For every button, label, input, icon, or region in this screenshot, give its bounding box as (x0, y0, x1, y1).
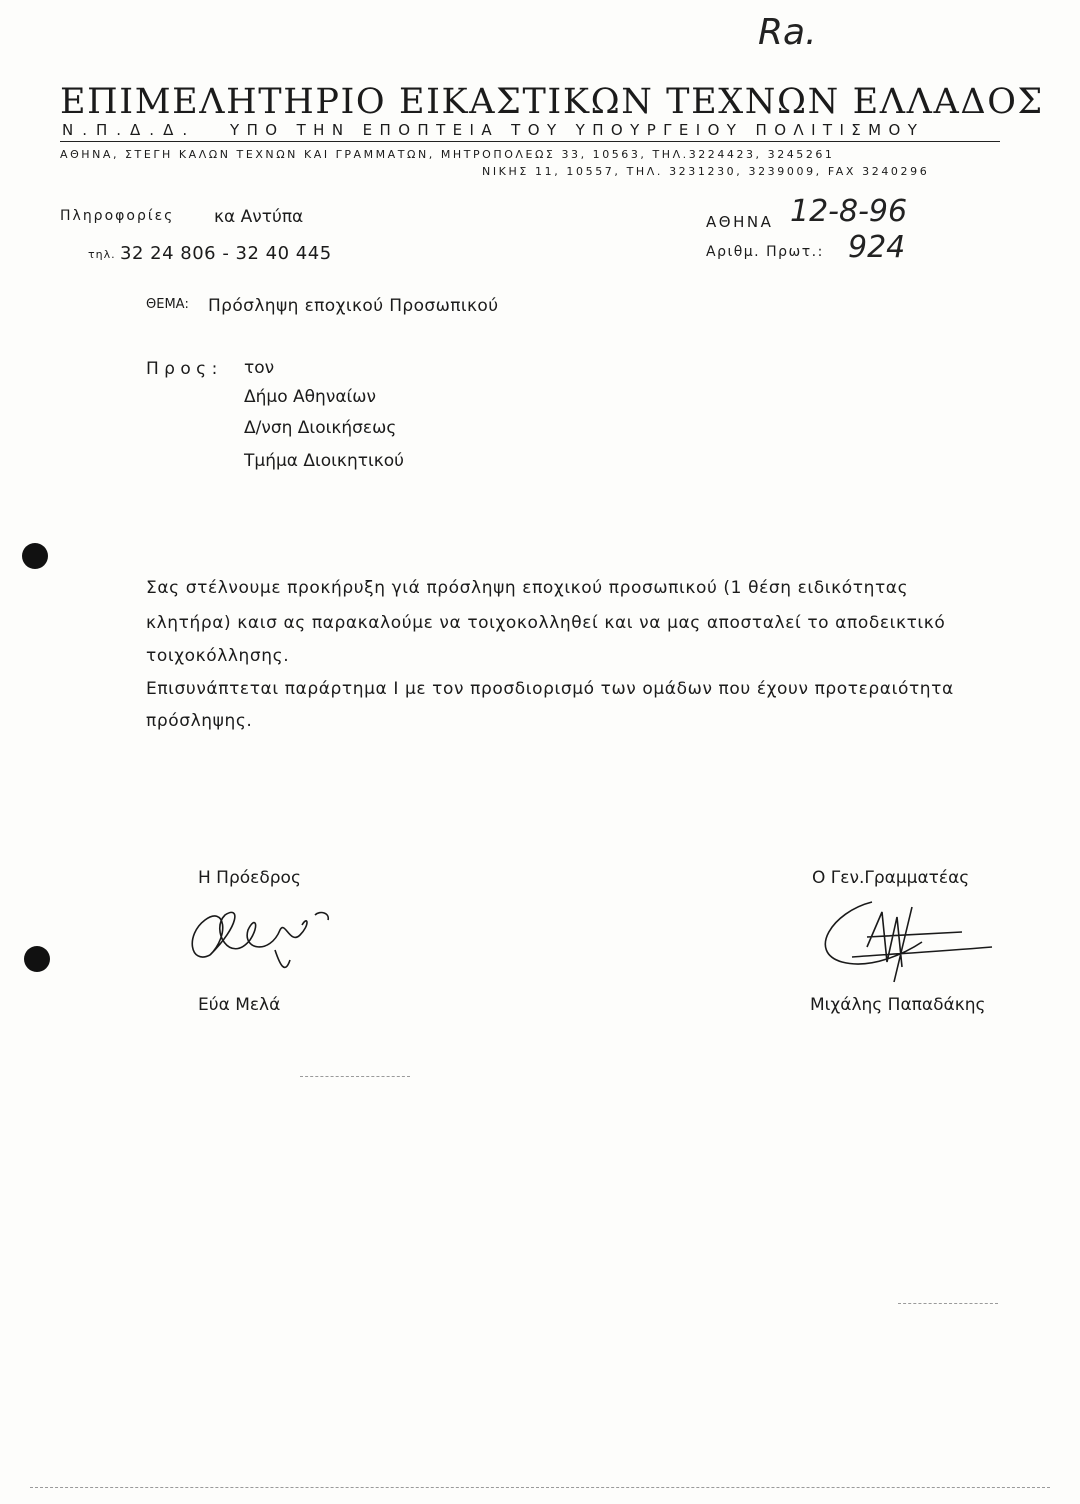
handwritten-date: 12-8-96 (790, 194, 908, 229)
punch-hole-bottom (24, 946, 50, 972)
supervision-line: ΥΠΟ ΤΗΝ ΕΠΟΠΤΕΙΑ ΤΟΥ ΥΠΟΥΡΓΕΙΟΥ ΠΟΛΙΤΙΣΜΟΥ (230, 121, 925, 139)
phone-label: τηλ. (88, 248, 116, 261)
left-signature (180, 895, 350, 985)
subject-label: ΘΕΜΑ: (146, 297, 189, 312)
address-line-1: ΑΘΗΝΑ, ΣΤΕΓΗ ΚΑΛΩΝ ΤΕΧΝΩΝ ΚΑΙ ΓΡΑΜΜΑΤΩΝ, ΜΗΤΡΟΠΟΛΕΩΣ 33, 10563, ΤΗΛ.3224423, 3245261 (60, 148, 835, 161)
header-rule (60, 141, 1000, 142)
organization-name: ΕΠΙΜΕΛΗΤΗΡΙΟ ΕΙΚΑΣΤΙΚΩΝ ΤΕΧΝΩΝ ΕΛΛΑΔΟΣ (60, 82, 1044, 122)
body-line-5: πρόσληψης. (146, 711, 253, 731)
handwritten-initials: Ra. (758, 12, 817, 53)
body-line-3: τοιχοκόλλησης. (146, 646, 290, 666)
address-line-2: ΝΙΚΗΣ 11, 10557, ΤΗΛ. 3231230, 3239009, FAX 3240296 (482, 165, 930, 178)
recipient-line-3: Δ/νση Διοικήσεως (244, 418, 397, 438)
scan-mark (300, 1076, 410, 1077)
left-signatory-title: Η Πρόεδρος (198, 868, 301, 888)
right-signature (812, 892, 1002, 992)
phone-numbers: 32 24 806 - 32 40 445 (120, 243, 332, 264)
body-line-1: Σας στέλνουμε προκήρυξη γιά πρόσληψη εποχικού προσωπικού (1 θέση ειδικότητας (146, 578, 909, 598)
info-contact-name: κα Αντύπα (214, 207, 304, 227)
punch-hole-top (22, 543, 48, 569)
scan-mark (898, 1303, 998, 1304)
recipient-line-4: Τμήμα Διοικητικού (244, 451, 404, 471)
body-line-4: Επισυνάπτεται παράρτημα Ι με τον προσδιορισμό των ομάδων που έχουν προτεραιότητα (146, 679, 954, 699)
recipient-line-1: τον (244, 358, 275, 378)
body-line-2: κλητήρα) καισ ας παρακαλούμε να τοιχοκολληθεί και να μας αποσταλεί το αποδεικτικό (146, 613, 946, 633)
left-signatory-name: Εύα Μελά (198, 995, 281, 1015)
recipient-label: Π ρ ο ς : (146, 359, 218, 379)
legal-status: Ν.Π.Δ.Δ. (62, 121, 197, 139)
protocol-label: Αριθμ. Πρωτ.: (706, 244, 824, 260)
scan-mark (30, 1487, 1050, 1488)
handwritten-protocol-number: 924 (848, 230, 906, 265)
city-label: ΑΘΗΝΑ (706, 213, 774, 231)
subject-text: Πρόσληψη εποχικού Προσωπικού (208, 296, 499, 316)
recipient-line-2: Δήμο Αθηναίων (244, 387, 377, 407)
info-label: Πληροφορίες (60, 208, 175, 224)
right-signatory-name: Μιχάλης Παπαδάκης (810, 995, 986, 1015)
right-signatory-title: Ο Γεν.Γραμματέας (812, 868, 970, 888)
